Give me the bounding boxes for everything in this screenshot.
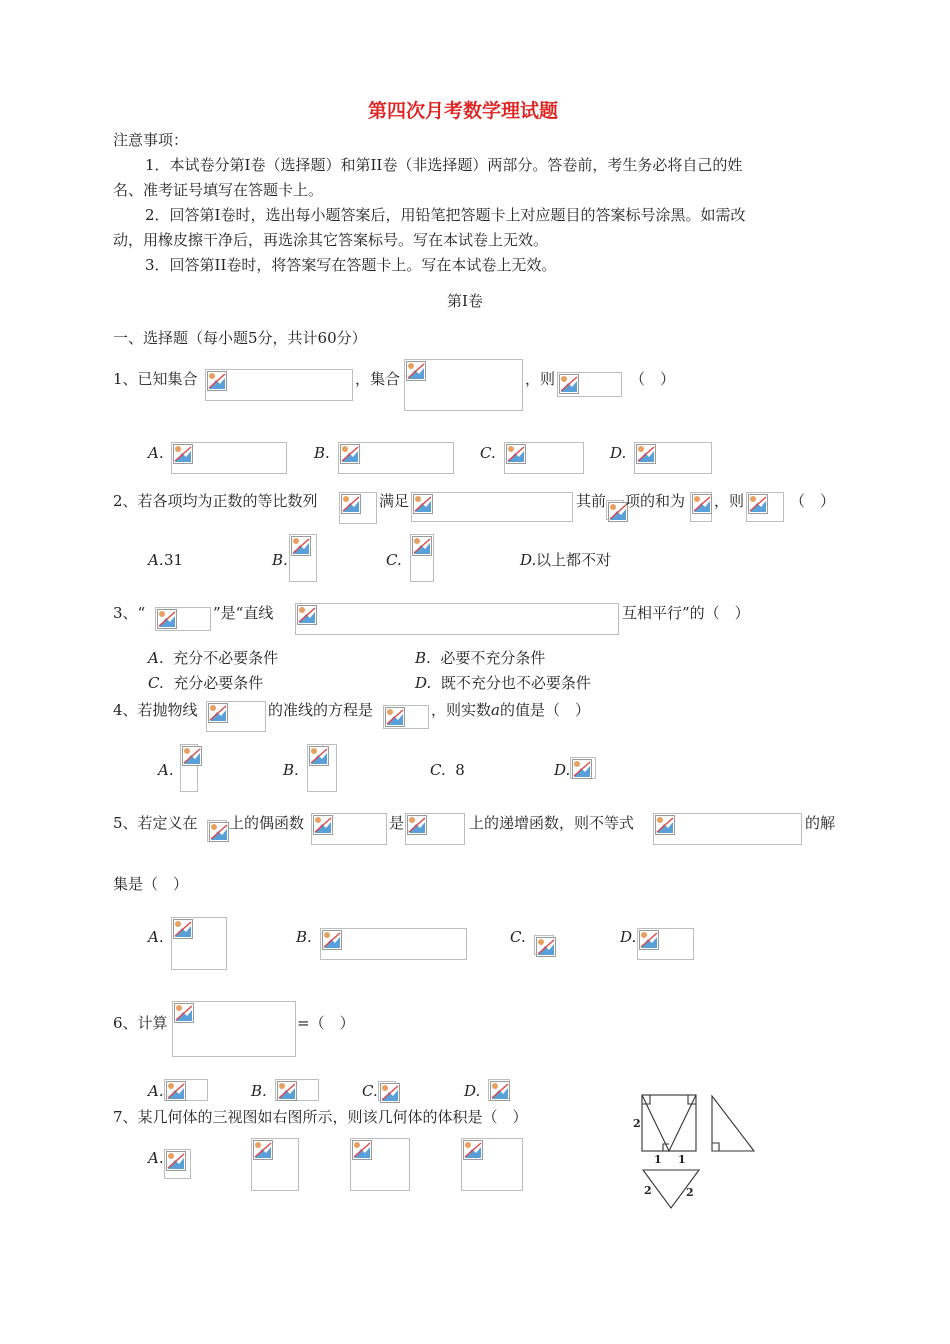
- broken-image-icon: [180, 744, 198, 792]
- three-view-figure: [630, 1090, 765, 1215]
- page-title: 第四次月考数学理试题: [368, 100, 559, 122]
- q5-text-1: 5、若定义在: [113, 814, 198, 832]
- broken-image-icon: [570, 757, 596, 779]
- broken-image-icon: [206, 701, 266, 732]
- broken-image-icon: [205, 369, 353, 401]
- q4-option-d-label: D.: [554, 761, 571, 779]
- broken-image-icon: [410, 534, 434, 582]
- top-view-left-label: 2: [644, 1184, 652, 1197]
- q3-option-b-label: B.: [415, 649, 431, 667]
- part1-heading: 一、选择题（每小题5分，共计60分）: [113, 329, 367, 347]
- broken-image-icon: [164, 1149, 191, 1179]
- q4-option-a-label: A.: [158, 761, 174, 779]
- q1-option-c-label: C.: [480, 444, 496, 462]
- broken-image-icon: [155, 607, 211, 631]
- q3-text-1: 3、“: [113, 604, 146, 622]
- notice-item-1-line2: 名、准考证号填写在答题卡上。: [113, 181, 324, 199]
- q4-option-c-text: 8: [455, 761, 465, 779]
- broken-image-icon: [275, 1079, 319, 1101]
- q2-option-b-label: B.: [272, 551, 288, 569]
- q4-text-1: 4、若抛物线: [113, 701, 198, 719]
- q4-text-3: [431, 700, 590, 720]
- broken-image-icon: [289, 534, 317, 582]
- q4-text-2: 的准线的方程是: [268, 701, 374, 719]
- broken-image-icon: [653, 813, 802, 845]
- q1-option-b-label: B.: [314, 444, 330, 462]
- q7-text-1: 7、某几何体的三视图如右图所示，则该几何体的体积是（ ）: [113, 1108, 528, 1126]
- q6-option-b-label: B.: [251, 1082, 267, 1100]
- q1-text-2: ，集合: [355, 370, 401, 388]
- q6-option-c-label: C.: [362, 1082, 378, 1100]
- q3-option-c-text: 充分必要条件: [173, 674, 264, 692]
- q5-option-d-label: D.: [620, 928, 637, 946]
- q3-option-a-text: 充分不必要条件: [173, 649, 279, 667]
- q1-option-a-label: A.: [148, 444, 164, 462]
- broken-image-icon: [557, 372, 622, 397]
- q1-option-d-label: D.: [610, 444, 627, 462]
- broken-image-icon: [746, 492, 784, 522]
- q5-option-c-label: C.: [510, 928, 526, 946]
- broken-image-icon: [172, 1001, 296, 1057]
- notice-item-3: 3．回答第II卷时，将答案写在答题卡上。写在本试卷上无效。: [145, 256, 557, 274]
- q2-option-c-label: C.: [386, 551, 402, 569]
- front-view-height-label: 2: [633, 1117, 641, 1130]
- q6-text-2: =（ ）: [297, 1014, 355, 1032]
- broken-image-icon: [378, 1081, 396, 1101]
- front-view-base-label-2: 1: [678, 1153, 686, 1166]
- q3-text-2: ”是“直线: [213, 604, 274, 622]
- q3-option-d: [415, 673, 591, 693]
- q5-text-6: 集是（ ）: [113, 875, 189, 893]
- broken-image-icon: [405, 813, 465, 845]
- q2-option-d-label: D.: [520, 551, 537, 569]
- q4-text-3a: ，则实数: [431, 701, 492, 719]
- q4-variable-a: a: [491, 701, 500, 719]
- q6-option-a-label: A.: [148, 1082, 164, 1100]
- q2-option-a-label: A.: [148, 551, 164, 569]
- q7-option-a-label: A.: [148, 1149, 164, 1167]
- section-title: 第Ⅰ卷: [447, 292, 483, 310]
- notice-item-1-line1: 1．本试卷分第Ⅰ卷（选择题）和第II卷（非选择题）两部分。答卷前，考生务必将自己的姓: [145, 156, 743, 174]
- broken-image-icon: [171, 442, 287, 474]
- q2-text-4: 项的和为: [625, 492, 686, 510]
- q5-option-b-label: B.: [296, 928, 312, 946]
- broken-image-icon: [383, 705, 429, 729]
- broken-image-icon: [634, 442, 712, 474]
- q3-option-c-label: C.: [148, 674, 164, 692]
- q6-option-d-label: D.: [464, 1082, 481, 1100]
- q4-text-4: 的值是（ ）: [499, 701, 590, 719]
- q3-option-d-label: D.: [415, 674, 432, 692]
- q5-text-3: 是: [389, 814, 405, 832]
- broken-image-icon: [690, 492, 712, 522]
- broken-image-icon: [207, 820, 227, 842]
- q6-text-1: 6、计算: [113, 1014, 168, 1032]
- front-view: [642, 1095, 696, 1151]
- top-view-right-label: 2: [686, 1186, 694, 1199]
- q3-option-a-label: A.: [148, 649, 164, 667]
- q2-text-5: ，则: [714, 492, 745, 510]
- front-view-base-label-1: 1: [654, 1153, 662, 1166]
- q3-option-c: [148, 673, 263, 693]
- q4-option-c-label: C.: [430, 761, 446, 779]
- broken-image-icon: [461, 1138, 523, 1191]
- broken-image-icon: [339, 492, 377, 524]
- q1-text-3: ，则: [525, 370, 556, 388]
- q2-option-d-text: 以上都不对: [536, 551, 612, 569]
- broken-image-icon: [338, 442, 454, 474]
- broken-image-icon: [488, 1079, 510, 1101]
- q3-option-b: [415, 648, 545, 668]
- notice-item-2-line1: 2．回答第Ⅰ卷时，选出每小题答案后，用铅笔把答题卡上对应题目的答案标号涂黑。如需改: [145, 206, 746, 224]
- side-view: [712, 1096, 754, 1151]
- q3-text-3: 互相平行”的（ ）: [622, 604, 750, 622]
- broken-image-icon: [164, 1079, 208, 1101]
- broken-image-icon: [504, 442, 584, 474]
- q4-option-c: [430, 760, 465, 780]
- q1-text-1: 1、已知集合: [113, 370, 198, 388]
- broken-image-icon: [350, 1138, 410, 1191]
- notice-item-2-line2: 动，用橡皮擦干净后，再选涂其它答案标号。写在本试卷上无效。: [113, 231, 549, 249]
- broken-image-icon: [320, 928, 467, 960]
- q2-text-1: 2、若各项均为正数的等比数列: [113, 492, 318, 510]
- broken-image-icon: [637, 928, 694, 960]
- q2-option-a-text: 31: [164, 551, 184, 569]
- q4-option-b-label: B.: [283, 761, 299, 779]
- q2-text-2: 满足: [379, 492, 410, 510]
- q3-option-d-text: 既不充分也不必要条件: [440, 674, 591, 692]
- broken-image-icon: [295, 603, 619, 635]
- q3-option-b-text: 必要不充分条件: [440, 649, 546, 667]
- notice-heading: 注意事项：: [113, 131, 189, 149]
- broken-image-icon: [251, 1138, 299, 1191]
- q1-text-4: （ ）: [630, 370, 676, 388]
- broken-image-icon: [311, 813, 387, 845]
- q2-text-6: （ ）: [790, 492, 836, 510]
- q3-option-a: [148, 648, 278, 668]
- broken-image-icon: [534, 935, 554, 955]
- q2-text-3: 其前: [576, 492, 607, 510]
- q5-text-4: 上的递增函数，则不等式: [469, 814, 635, 832]
- broken-image-icon: [411, 492, 573, 522]
- broken-image-icon: [404, 359, 523, 411]
- q5-option-a-label: A.: [148, 928, 164, 946]
- broken-image-icon: [606, 500, 624, 520]
- q5-text-2: 上的偶函数: [229, 814, 305, 832]
- broken-image-icon: [171, 917, 227, 970]
- broken-image-icon: [307, 744, 337, 792]
- q5-text-5: 的解: [805, 814, 836, 832]
